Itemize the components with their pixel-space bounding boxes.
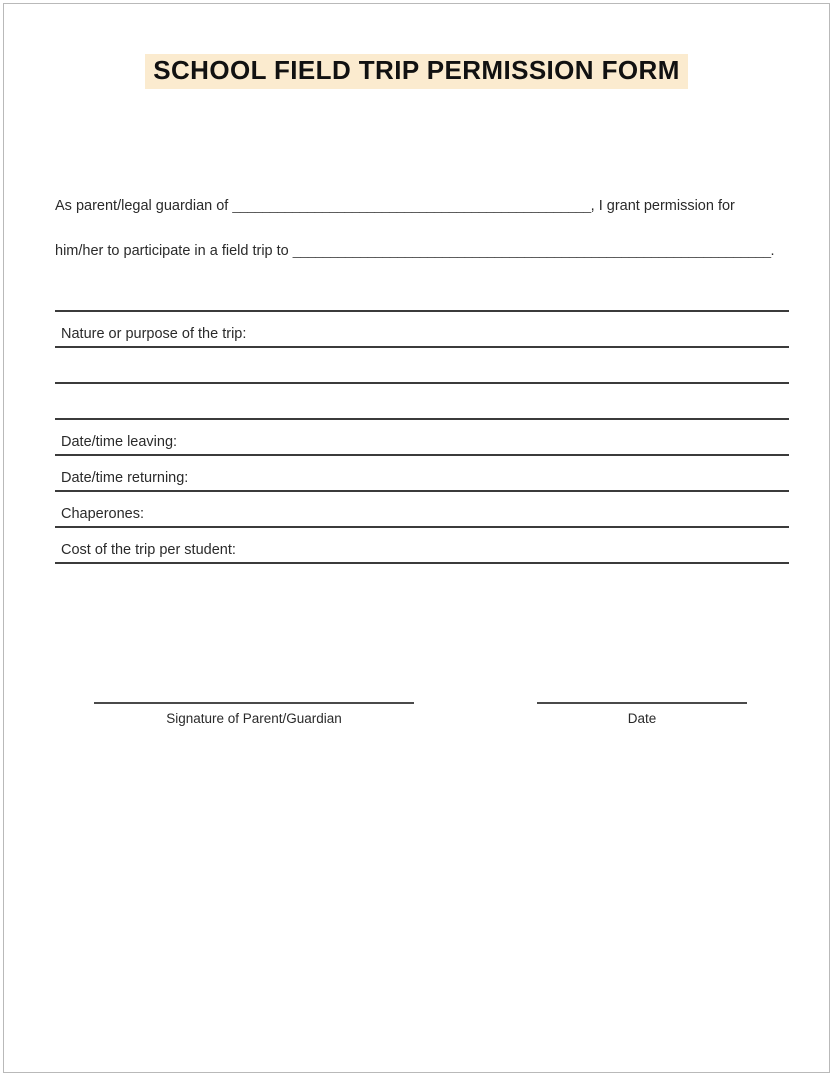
signature-caption-date: Date — [627, 711, 657, 726]
field-label-date-time-returning: Date/time returning: — [61, 470, 189, 486]
field-row-date-time-returning[interactable] — [55, 456, 789, 490]
signature-block-parent — [94, 702, 414, 726]
field-rows — [55, 310, 789, 564]
field-label-date-time-leaving: Date/time leaving: — [61, 434, 178, 450]
page-title: SCHOOL FIELD TRIP PERMISSION FORM — [145, 54, 688, 89]
trip-destination-blank[interactable]: ________________________________________________________________ — [292, 243, 771, 259]
signature-block-date — [537, 702, 747, 726]
intro-line-1-suffix: , I grant permission for — [590, 198, 735, 214]
page-title-container — [4, 54, 829, 89]
field-row-empty[interactable] — [55, 384, 789, 418]
intro-line-1-prefix: As parent/legal guardian of — [55, 198, 233, 214]
field-label-nature-purpose: Nature or purpose of the trip: — [61, 326, 247, 342]
rule-divider — [55, 562, 789, 564]
signature-caption-parent: Signature of Parent/Guardian — [166, 711, 342, 726]
signature-line-parent[interactable] — [94, 702, 414, 704]
intro-line-2-suffix: . — [770, 243, 775, 259]
signature-line-date[interactable] — [537, 702, 747, 704]
field-label-cost-per-student: Cost of the trip per student: — [61, 542, 236, 558]
field-row-date-time-leaving[interactable] — [55, 420, 789, 454]
field-row-chaperones[interactable] — [55, 492, 789, 526]
field-row-nature-purpose-continued[interactable] — [55, 348, 789, 382]
intro-line-2-prefix: him/her to participate in a field trip to — [55, 243, 293, 259]
guardian-name-blank[interactable]: ________________________________________________ — [232, 198, 591, 214]
field-row-cost-per-student[interactable] — [55, 528, 789, 562]
signature-area — [4, 702, 830, 762]
field-label-chaperones: Chaperones: — [61, 506, 145, 522]
form-page — [3, 3, 830, 1073]
intro-line-1 — [55, 184, 795, 229]
intro-paragraph — [55, 184, 795, 274]
intro-line-2 — [55, 229, 795, 274]
field-row-nature-purpose[interactable] — [55, 312, 789, 346]
